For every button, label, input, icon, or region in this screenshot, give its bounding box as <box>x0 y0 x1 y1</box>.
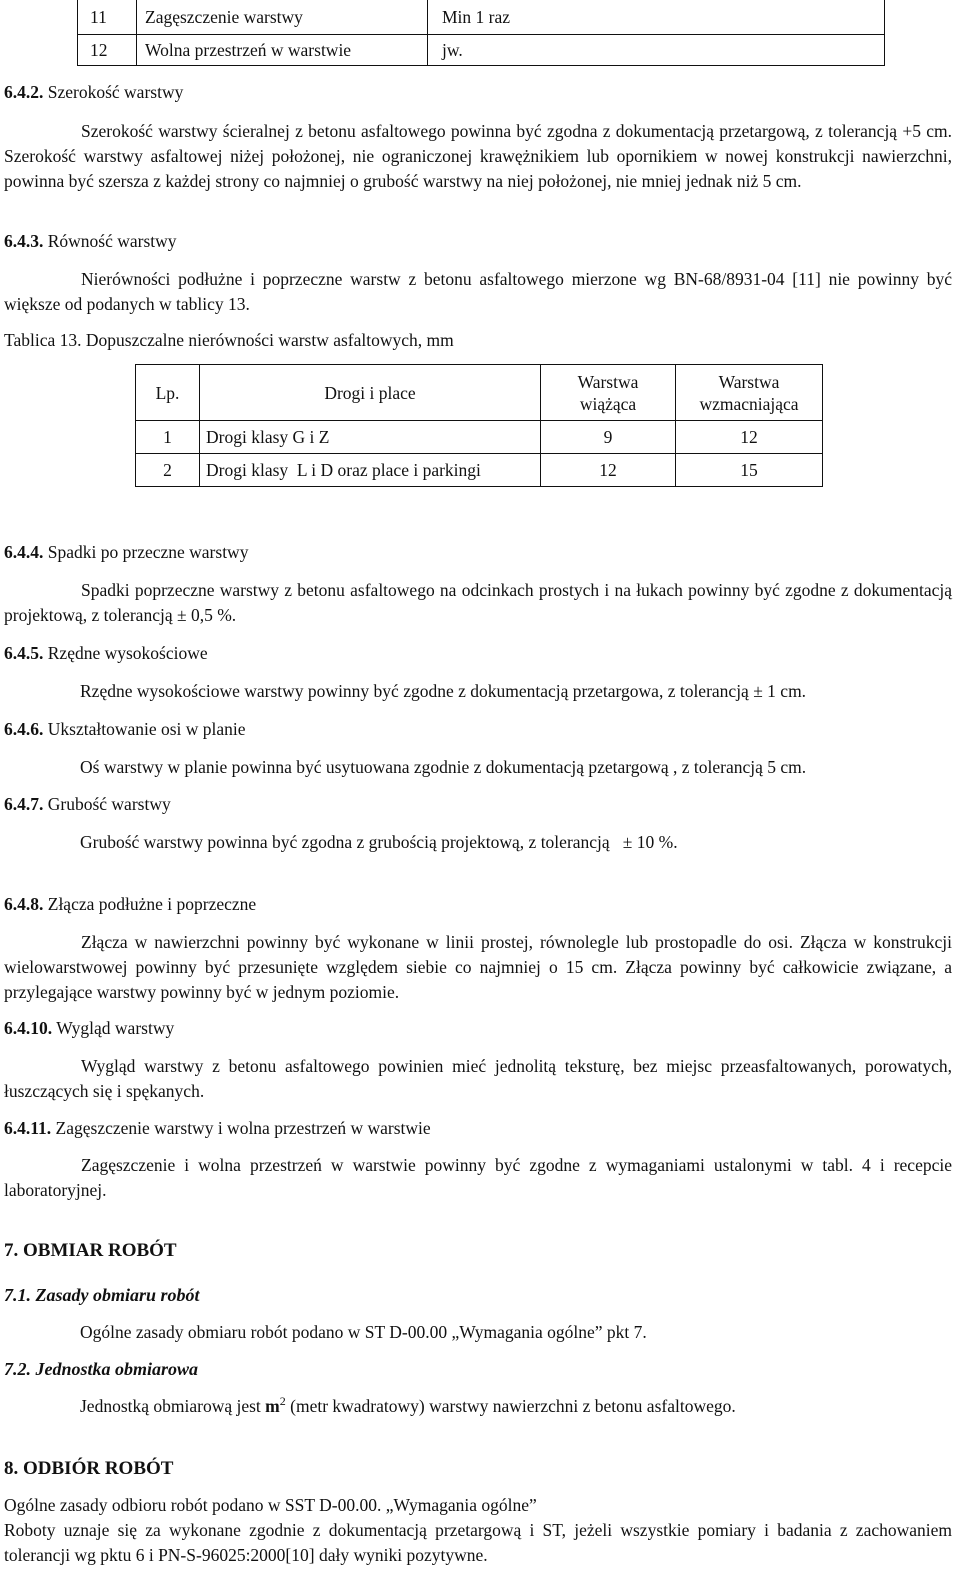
section-number: 6.4.10. <box>4 1018 53 1038</box>
table-cell-freq <box>428 34 885 65</box>
header-binding-line1: Warstwa <box>577 371 639 392</box>
section-number: 6.4.11. <box>4 1118 52 1138</box>
table-cell-no <box>78 0 137 34</box>
cell-reinforcing <box>676 421 823 454</box>
cell-roads <box>200 454 541 487</box>
section-text-6-4-7: Grubość warstwy powinna być zgodna z grubością projektową, z tolerancją ± 10 %. <box>80 832 678 852</box>
unit-text-before: Jednostką obmiarową jest <box>80 1396 266 1416</box>
header-reinforcing <box>676 365 823 421</box>
section-text-7-1: Ogólne zasady obmiaru robót podano w ST D-00.00 „Wymagania ogólne” pkt 7. <box>80 1322 647 1342</box>
cell-lp <box>136 454 200 487</box>
section-text-6-4-6: Oś warstwy w planie powinna być usytuowana zgodnie z dokumentacją pzetargową , z tolerancją 5 cm. <box>80 757 807 777</box>
section-text-6-4-11: Zagęszczenie i wolna przestrzeń w warstwie powinny być zgodne z wymaganiami ustalonymi w tabl. 4 i recepcie laboratoryjnej. <box>4 1155 952 1200</box>
section-heading-6-4-6 <box>4 717 246 742</box>
section-text-6-4-10: Wygląd warstwy z betonu asfaltowego powinien mieć jednolitą teksturę, bez miejsc przeasfaltowanych, porowatych, łuszczących się i spękanych. <box>4 1056 952 1101</box>
section-title: Równość warstwy <box>47 231 177 251</box>
table-cell-no <box>78 34 137 65</box>
table-row <box>136 421 823 454</box>
table-cell-freq <box>428 0 885 34</box>
table-caption: Tablica 13. Dopuszczalne nierówności warstw asfaltowych, mm <box>4 330 454 350</box>
cell-lp <box>136 421 200 454</box>
section-heading-6-4-11 <box>4 1116 431 1141</box>
section-heading-6-4-5 <box>4 641 208 666</box>
section-number: 6.4.3. <box>4 231 44 251</box>
section-heading-6-4-8 <box>4 892 256 917</box>
header-reinforcing-line2: wzmacniająca <box>699 393 799 414</box>
roads-value: Drogi klasy L i D oraz place i parkingi <box>206 460 481 480</box>
roads-value: Drogi klasy G i Z <box>206 427 330 447</box>
section-number: 6.4.5. <box>4 643 44 663</box>
table-row <box>78 34 885 65</box>
section-title: Ukształtowanie osi w planie <box>47 719 246 739</box>
cell-binding <box>541 454 676 487</box>
unit-text-after: (metr kwadratowy) warstwy nawierzchni z betonu asfaltowego. <box>285 1396 736 1416</box>
header-lp <box>136 365 200 421</box>
section-number: 6.4.4. <box>4 542 44 562</box>
chapter-heading-7: 7. OBMIAR ROBÓT <box>4 1240 177 1261</box>
header-roads <box>200 365 541 421</box>
table-cell-name <box>137 34 428 65</box>
lp-value: 1 <box>163 427 172 447</box>
unevenness-table <box>135 364 823 487</box>
section-title: Zagęszczenie warstwy i wolna przestrzeń w warstwie <box>55 1118 431 1138</box>
test-name: Wolna przestrzeń w warstwie <box>145 39 352 60</box>
section-title: Złącza podłużne i poprzeczne <box>47 894 257 914</box>
section-text-6-4-8: Złącza w nawierzchni powinny być wykonane w linii prostej, równolegle lub prostopadle do osi. Złącza w konstrukcji wielowarstwowej powinny być przesunięte względem siebie co najmniej o 15 cm. Złącza powinny być całkowicie związane, a przylegające warstwy powinny być w jednym poziomie. <box>4 932 952 1002</box>
section-heading-6-4-4 <box>4 540 248 565</box>
reinforcing-value: 12 <box>740 427 758 447</box>
section-heading-6-4-7 <box>4 792 171 817</box>
chapter-heading-8: 8. ODBIÓR ROBÓT <box>4 1458 174 1479</box>
section-title: Rzędne wysokościowe <box>47 643 208 663</box>
section-heading-6-4-10 <box>4 1016 174 1041</box>
header-reinforcing-line1: Warstwa <box>718 371 780 392</box>
header-binding-line2: wiążąca <box>579 393 637 414</box>
cell-reinforcing <box>676 454 823 487</box>
section-title: Szerokość warstwy <box>47 82 184 102</box>
section-text-7-2 <box>80 1394 736 1419</box>
section-title: Grubość warstwy <box>47 794 171 814</box>
section-heading-7-2: 7.2. Jednostka obmiarowa <box>4 1359 199 1379</box>
cell-roads <box>200 421 541 454</box>
header-binding <box>541 365 676 421</box>
section-text-6-4-5: Rzędne wysokościowe warstwy powinny być zgodne z dokumentacją przetargowa, z tolerancją ± 1 cm. <box>80 681 807 701</box>
section-number: 6.4.2. <box>4 82 44 102</box>
section-title: Wygląd warstwy <box>56 1018 175 1038</box>
section-number: 6.4.6. <box>4 719 44 739</box>
section-title: Spadki po przeczne warstwy <box>47 542 249 562</box>
header-lp-label: Lp. <box>155 382 180 403</box>
binding-value: 12 <box>599 460 617 480</box>
table-header-row <box>136 365 823 421</box>
section-number: 6.4.7. <box>4 794 44 814</box>
section-text-8: Roboty uznaje się za wykonane zgodnie z dokumentacją przetargową i ST, jeżeli wszystkie pomiary i badania z zachowaniem tolerancji wg pktu 6 i PN-S-96025:2000[10] dały wyniki pozytywne. <box>4 1520 952 1565</box>
table-row <box>136 454 823 487</box>
reinforcing-value: 15 <box>740 460 758 480</box>
test-frequency: Min 1 raz <box>442 6 511 27</box>
test-frequency: jw. <box>442 39 463 60</box>
cell-binding <box>541 421 676 454</box>
header-roads-label: Drogi i place <box>324 382 416 403</box>
section-number: 6.4.8. <box>4 894 44 914</box>
test-name: Zagęszczenie warstwy <box>145 6 303 27</box>
row-number: 12 <box>90 39 108 60</box>
section-text-8-line1: Ogólne zasady odbioru robót podano w SST D-00.00. „Wymagania ogólne” <box>4 1495 537 1515</box>
section-text-6-4-2: Szerokość warstwy ścieralnej z betonu asfaltowego powinna być zgodna z dokumentacją przetargową, z tolerancją +5 cm. Szerokość warstwy asfaltowej niżej położonej, nie ograniczonej krawężnikiem lub opornikiem w nowej konstrukcji nawierzchni, powinna być szersza z każdej strony co najmniej o grubość warstwy na niej położonej, nie mniej jednak niż 5 cm. <box>4 121 952 191</box>
quality-tests-table <box>77 0 885 66</box>
table-cell-name <box>137 0 428 34</box>
unit-symbol: m <box>265 1396 280 1416</box>
section-text-6-4-3: Nierówności podłużne i poprzeczne warstw z betonu asfaltowego mierzone wg BN-68/8931-04 [11] nie powinny być większe od podanych w tablicy 13. <box>4 269 952 314</box>
section-heading-7-1: 7.1. Zasady obmiaru robót <box>4 1285 200 1305</box>
table-row <box>78 0 885 34</box>
binding-value: 9 <box>603 427 613 447</box>
section-heading-6-4-2 <box>4 80 183 105</box>
unit-exponent: 2 <box>279 1394 286 1409</box>
lp-value: 2 <box>163 460 172 480</box>
row-number: 11 <box>90 6 107 27</box>
section-heading-6-4-3 <box>4 229 177 254</box>
section-text-6-4-4: Spadki poprzeczne warstwy z betonu asfaltowego na odcinkach prostych i na łukach powinny być zgodne z dokumentacją projektową, z tolerancją ± 0,5 %. <box>4 580 952 625</box>
